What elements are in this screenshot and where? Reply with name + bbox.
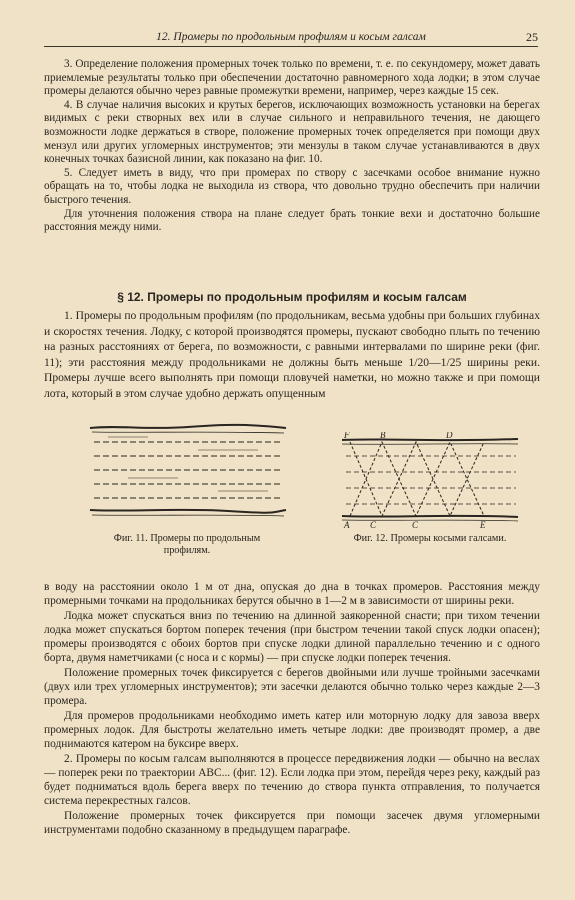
figure-12-oblique-tacks	[340, 432, 520, 528]
paragraphs-bottom	[44, 580, 540, 837]
header-title: 12. Промеры по продольным профилям и косым галсам	[156, 31, 426, 43]
figure-12-caption: Фиг. 12. Промеры косыми галсами.	[353, 533, 507, 544]
label-c2: C	[412, 520, 419, 528]
paragraph: 3. Определение положения промерных точек только по времени, т. е. по секундомеру, может давать приемлемые результаты только при обеспечении достаточно равномерного хода лодки; в этом случае промеры делаются обычно через равные промежутки времени, например, через каждые 15 сек.	[44, 58, 540, 98]
section-title: § 12. Промеры по продольным профилям и косым галсам	[117, 290, 467, 304]
label-a: A	[344, 520, 350, 528]
paragraph: Для промеров продольниками необходимо иметь катер или моторную лодку для завоза вверх промерных лодок. Для быстроты желательно иметь четыре лодки: две производят промер, а две поднимаются катером на буксире вверх.	[44, 709, 540, 751]
paragraph: 2. Промеры по косым галсам выполняются в процессе передвижения лодки — обычно на веслах — поперек реки по траектории ABC... (фиг. 12). Если лодка при этом, перейдя через реку, каждый раз будет подниматься вдоль берега вверх по течению до створа пункта отправления, то получается система перекрестных галсов.	[44, 752, 540, 808]
paragraph: 1. Промеры по продольным профилям (по продольникам, весьма удобны при больших глубинах и скоростях течения. Лодку, с которой производятся промеры, пускают свободно плыть по течению на разных расстояниях от берега, по возможности, с равными интервалами по ширине реки (фиг. 11); эти расстояния между продольниками не должны быть меньше 1/20—1/25 ширины реки. Промеры лучше всего выполнять при помощи пловучей наметки, но можно также и при помощи лота, который в этом случае удобно держать опущенным	[44, 309, 540, 400]
paragraphs-top	[44, 58, 540, 235]
paragraph: 5. Следует иметь в виду, что при промерах по створу с засечками особое внимание нужно обращать на то, чтобы лодка не выходила из створа, что довольно трудно обеспечить при наличии быстрого течения.	[44, 166, 540, 206]
figure-11-longitudinal-profiles	[88, 420, 288, 522]
label-f: F	[344, 432, 350, 440]
label-e: E	[480, 520, 486, 528]
paragraph: Лодка может спускаться вниз по течению на длинной заякоренной снасти; при тихом течении лодка может спускаться бортом поперек течения (при быстром течении такой спуск лодки опасен); промеры производятся с обоих бортов при спуске лодки длиной параллельно течению и с одного борта, двумя наметчиками (с носа и с кормы) — при спуске лодки поперек течения.	[44, 609, 540, 665]
page-number: 25	[526, 30, 538, 44]
figure-11-caption: Фиг. 11. Промеры по продольным профилям.	[113, 533, 261, 556]
paragraph: в воду на расстоянии около 1 м от дна, опуская до дна в точках промеров. Расстояния между промерными точками на продольниках берутся обычно в 1—2 м в зависимости от ширины реки.	[44, 581, 540, 608]
label-b: B	[380, 432, 386, 440]
paragraph-mid	[44, 308, 540, 401]
paragraph: Положение промерных точек фиксируется при помощи засечек двумя угломерными инструментами подобно сказанному в предыдущем параграфе.	[44, 809, 540, 837]
label-d: D	[446, 432, 453, 440]
label-c: C	[370, 520, 377, 528]
paragraph: 4. В случае наличия высоких и крутых берегов, исключающих возможность установки на берегах видимых с реки створных вех или в случае сильного и неправильного течения, не дающего возможности лодке держаться в створе, положение промерных точек определяется при помощи двух мензул или других угломерных инструментов; эти мензулы в таком случае устанавливаются в двух конечных точках базисной линии, как показано на фиг. 10.	[44, 98, 540, 166]
paragraph: Положение промерных точек фиксируется с берегов двойными или лучше тройными засечками (двух или трех угломерных инструментов); эти засечки делаются обычно только через каждые 2—3 промера.	[44, 666, 540, 708]
paragraph: Для уточнения положения створа на плане следует брать тонкие вехи и достаточно большие расстояния между ними.	[44, 207, 540, 234]
running-header	[44, 30, 538, 47]
